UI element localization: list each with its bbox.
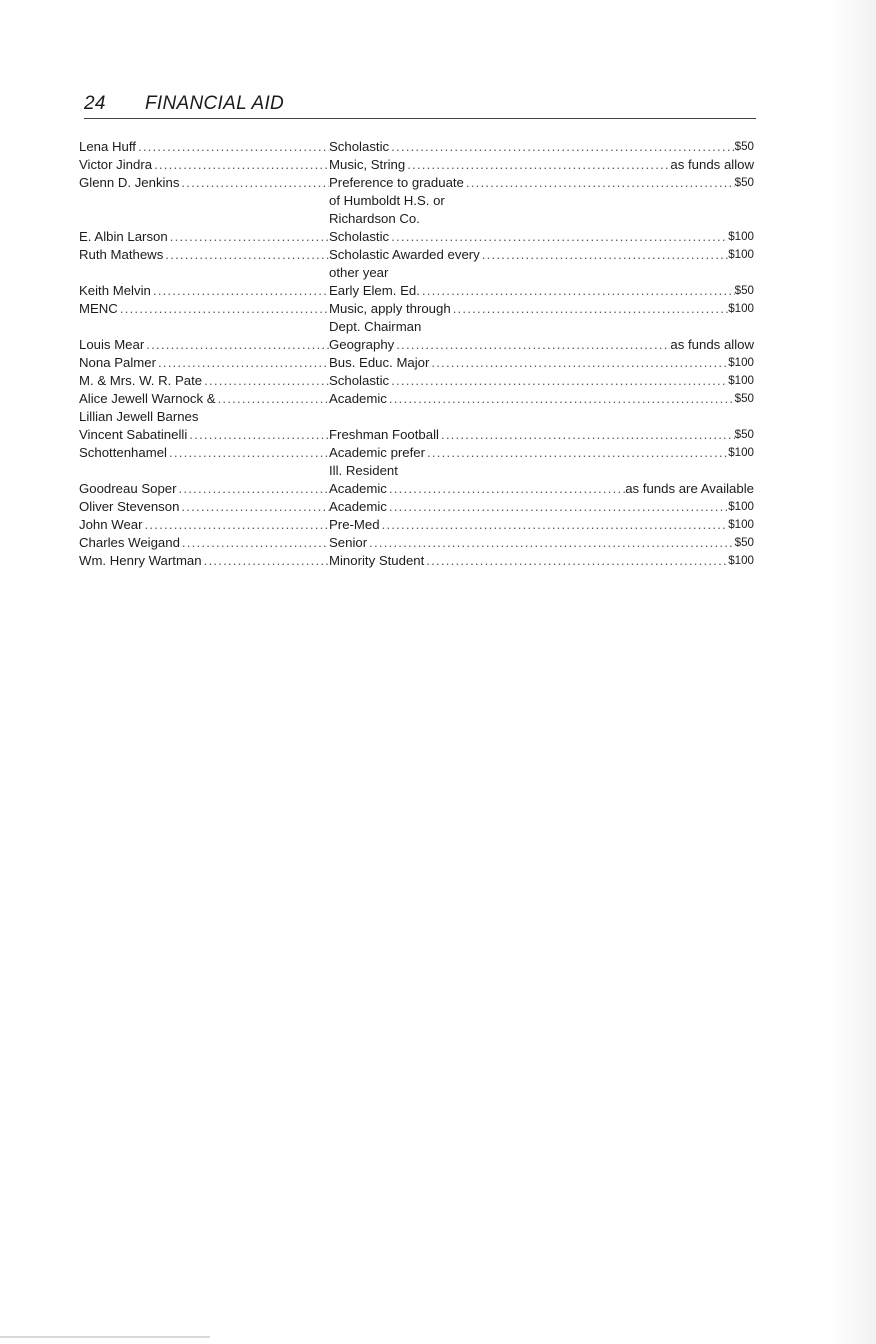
- name-cell: [79, 354, 329, 372]
- page-number: 24: [84, 93, 106, 114]
- recipient-name: Glenn D. Jenkins: [79, 175, 180, 190]
- award-description: Academic: [329, 481, 387, 496]
- award-cell: [329, 264, 754, 282]
- list-item: [79, 354, 754, 372]
- dot-leader: [156, 354, 329, 372]
- award-description: Scholastic: [329, 229, 390, 244]
- award-amount: $50: [734, 536, 754, 549]
- list-item: [79, 480, 754, 498]
- dot-leader: [429, 354, 728, 372]
- award-amount: $50: [734, 428, 754, 441]
- recipient-name: Keith Melvin: [79, 283, 151, 298]
- list-item: [79, 300, 754, 318]
- list-item: [79, 552, 754, 570]
- dot-leader: [216, 390, 329, 408]
- award-description: Academic: [329, 499, 387, 514]
- award-description: Pre-Med: [329, 517, 380, 532]
- award-cell: [329, 156, 754, 174]
- award-amount: as funds allow: [670, 157, 754, 172]
- award-amount: $100: [728, 554, 754, 567]
- award-description: Geography: [329, 337, 395, 352]
- recipient-name: Goodreau Soper: [79, 481, 177, 496]
- award-cell: [329, 318, 754, 336]
- recipient-name: Wm. Henry Wartman: [79, 553, 202, 568]
- award-description: Freshman Football: [329, 427, 439, 442]
- award-cell: [329, 336, 754, 354]
- award-amount: $100: [728, 356, 754, 369]
- list-item: [79, 318, 754, 336]
- award-description: of Humboldt H.S. or: [329, 193, 445, 208]
- recipient-name: Victor Jindra: [79, 157, 153, 172]
- dot-leader: [168, 228, 329, 246]
- dot-leader: [179, 174, 329, 192]
- award-amount: $50: [734, 284, 754, 297]
- award-description: Early Elem. Ed.: [329, 283, 420, 298]
- name-cell: [79, 138, 329, 156]
- name-cell: [79, 336, 329, 354]
- dot-leader: [464, 174, 735, 192]
- name-cell: [79, 426, 329, 444]
- list-item: [79, 336, 754, 354]
- award-amount: $100: [728, 518, 754, 531]
- list-item: [79, 174, 754, 192]
- dot-leader: [394, 336, 670, 354]
- list-item: [79, 462, 754, 480]
- name-cell: [79, 372, 329, 390]
- award-description: Scholastic: [329, 373, 390, 388]
- name-cell: [79, 282, 329, 300]
- dot-leader: [167, 444, 329, 462]
- award-amount: $50: [734, 392, 754, 405]
- award-amount: $100: [728, 230, 754, 243]
- award-description: other year: [329, 265, 389, 280]
- dot-leader: [424, 552, 728, 570]
- award-cell: [329, 534, 754, 552]
- award-cell: [329, 444, 754, 462]
- name-cell: [79, 300, 329, 318]
- list-item: [79, 210, 754, 228]
- award-cell: [329, 372, 754, 390]
- page-header: [84, 92, 756, 119]
- award-description: Academic: [329, 391, 387, 406]
- list-item: [79, 192, 754, 210]
- award-description: Senior: [329, 535, 368, 550]
- dot-leader: [187, 426, 329, 444]
- recipient-name: M. & Mrs. W. R. Pate: [79, 373, 203, 388]
- dot-leader: [387, 480, 625, 498]
- dot-leader: [387, 498, 728, 516]
- dot-leader: [389, 138, 735, 156]
- name-cell: [79, 390, 329, 408]
- bottom-edge-mark: [0, 1336, 210, 1338]
- dot-leader: [163, 246, 329, 264]
- award-cell: [329, 174, 754, 192]
- award-amount: $100: [728, 446, 754, 459]
- award-description: Scholastic: [329, 139, 390, 154]
- award-description: Scholastic Awarded every: [329, 247, 480, 262]
- list-item: [79, 408, 754, 426]
- recipient-name: MENC: [79, 301, 118, 316]
- award-cell: [329, 462, 754, 480]
- dot-leader: [425, 444, 728, 462]
- name-cell: [79, 534, 329, 552]
- dot-leader: [144, 336, 329, 354]
- recipient-name: Lillian Jewell Barnes: [79, 409, 199, 424]
- list-item: [79, 282, 754, 300]
- dot-leader: [389, 372, 728, 390]
- recipient-name: Oliver Stevenson: [79, 499, 180, 514]
- list-item: [79, 138, 754, 156]
- award-amount: $50: [734, 176, 754, 189]
- dot-leader: [420, 282, 735, 300]
- recipient-name: E. Albin Larson: [79, 229, 168, 244]
- name-cell: [79, 552, 329, 570]
- award-cell: [329, 498, 754, 516]
- list-item: [79, 228, 754, 246]
- award-cell: [329, 138, 754, 156]
- name-cell: [79, 516, 329, 534]
- award-description: Music, apply through: [329, 301, 451, 316]
- award-amount: $100: [728, 248, 754, 261]
- name-cell: [79, 480, 329, 498]
- award-cell: [329, 516, 754, 534]
- recipient-name: Alice Jewell Warnock &: [79, 391, 216, 406]
- award-description: Academic prefer: [329, 445, 426, 460]
- award-amount: as funds are Available: [625, 481, 754, 496]
- page-edge-shading: [830, 0, 876, 1344]
- award-amount: $50: [734, 140, 754, 153]
- dot-leader: [151, 282, 329, 300]
- recipient-name: Lena Huff: [79, 139, 136, 154]
- dot-leader: [202, 372, 329, 390]
- award-description: Minority Student: [329, 553, 425, 568]
- award-cell: [329, 300, 754, 318]
- award-cell: [329, 192, 754, 210]
- list-item: [79, 498, 754, 516]
- recipient-name: Ruth Mathews: [79, 247, 164, 262]
- award-cell: [329, 390, 754, 408]
- recipient-name: Nona Palmer: [79, 355, 156, 370]
- award-description: Bus. Educ. Major: [329, 355, 430, 370]
- dot-leader: [143, 516, 329, 534]
- dot-leader: [177, 480, 329, 498]
- award-amount: $100: [728, 374, 754, 387]
- list-item: [79, 156, 754, 174]
- list-item: [79, 246, 754, 264]
- list-item: [79, 534, 754, 552]
- recipient-name: Schottenhamel: [79, 445, 167, 460]
- name-cell: [79, 444, 329, 462]
- award-amount: as funds allow: [670, 337, 754, 352]
- award-amount: $100: [728, 302, 754, 315]
- award-description: Richardson Co.: [329, 211, 420, 226]
- award-description: Preference to graduate: [329, 175, 464, 190]
- recipient-name: Charles Weigand: [79, 535, 180, 550]
- award-cell: [329, 282, 754, 300]
- recipient-name: Louis Mear: [79, 337, 145, 352]
- name-cell: [79, 174, 329, 192]
- award-description: Music, String: [329, 157, 406, 172]
- dot-leader: [180, 534, 329, 552]
- list-item: [79, 516, 754, 534]
- name-cell: [79, 498, 329, 516]
- recipient-name: John Wear: [79, 517, 143, 532]
- name-cell: [79, 408, 329, 426]
- award-cell: [329, 552, 754, 570]
- dot-leader: [367, 534, 735, 552]
- dot-leader: [202, 552, 329, 570]
- name-cell: [79, 156, 329, 174]
- dot-leader: [451, 300, 729, 318]
- award-cell: [329, 246, 754, 264]
- section-title: FINANCIAL AID: [145, 93, 285, 114]
- dot-leader: [387, 390, 735, 408]
- list-item: [79, 426, 754, 444]
- scholarship-list: [79, 138, 754, 570]
- dot-leader: [179, 498, 329, 516]
- name-cell: [79, 228, 329, 246]
- dot-leader: [380, 516, 729, 534]
- award-description: Ill. Resident: [329, 463, 398, 478]
- award-description: Dept. Chairman: [329, 319, 422, 334]
- award-cell: [329, 480, 754, 498]
- name-cell: [79, 246, 329, 264]
- award-cell: [329, 354, 754, 372]
- dot-leader: [152, 156, 329, 174]
- award-cell: [329, 228, 754, 246]
- dot-leader: [405, 156, 670, 174]
- list-item: [79, 390, 754, 408]
- dot-leader: [136, 138, 329, 156]
- dot-leader: [439, 426, 735, 444]
- dot-leader: [389, 228, 728, 246]
- recipient-name: Vincent Sabatinelli: [79, 427, 188, 442]
- list-item: [79, 372, 754, 390]
- award-cell: [329, 426, 754, 444]
- award-amount: $100: [728, 500, 754, 513]
- dot-leader: [118, 300, 329, 318]
- dot-leader: [480, 246, 728, 264]
- list-item: [79, 444, 754, 462]
- list-item: [79, 264, 754, 282]
- award-cell: [329, 210, 754, 228]
